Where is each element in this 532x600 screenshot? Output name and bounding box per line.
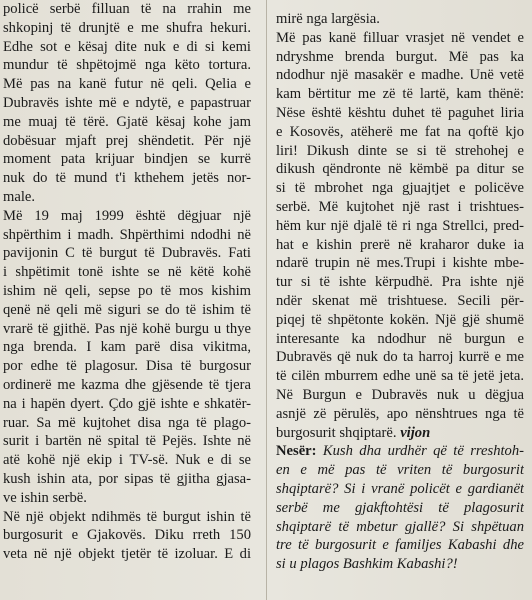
text-line: hëm kur një djalë të ri nga Strellci, pred- <box>276 217 524 234</box>
teaser-label: Nesër: <box>276 443 317 460</box>
text-line: kush ishin ata, por sipas të gjitha gjasa- <box>3 470 251 487</box>
text-line: shqiptarë? Si i vranë policët e gardianët <box>276 480 524 497</box>
text-line: serbë. Më kujtohet një rast i trishtues- <box>276 198 524 215</box>
teaser-first-line <box>276 442 524 461</box>
text-line: liri! Dikush dinte se si të strehohej e <box>276 142 524 159</box>
text-line: atë kohë një ekip i TV-së. Nuk e di se <box>3 452 251 469</box>
text-line: asnjë zë përulës, apo nënshtrues nga të <box>276 405 524 422</box>
right-column <box>276 0 524 600</box>
text-line: en e më pas të vriten të burgosurit <box>276 462 524 479</box>
text-line: të cilën mburrem edhe unë sa të jetë jeta. <box>276 368 524 385</box>
text-line: piqej të shpëtonte kokën. Një gjë shumë <box>276 311 524 328</box>
cut-off-line <box>276 0 524 1</box>
text-line: si të mbrohet nga gjuajtjet e policëve <box>276 180 524 197</box>
left-column <box>3 0 251 600</box>
text-line: ndodhur një masakër e madhe. Unë vetë <box>276 67 524 84</box>
closing-text: burgosurit shqiptarë. <box>276 424 397 441</box>
text-line: Dubravës që nuk do ta harroj kurrë e me <box>276 349 524 366</box>
text-line: ndryshme brenda burgut. Më pas ka <box>276 48 524 65</box>
text-line: na i hapën dyert. Çdo gjë ishte e shkatër- <box>3 395 251 412</box>
text-line: Më pas na kanë futur në qeli. Qelia e <box>3 76 251 93</box>
text-line: male. <box>3 188 36 205</box>
text-line: shqiptarë të mbetur gjallë? Si shpëtuan <box>276 518 524 535</box>
text-line: serbë me gjakftohtësi të plagosurit <box>276 499 524 516</box>
text-line: shkopinj të drunjtë e me shufra hekuri. <box>3 19 251 36</box>
text-line: dobësuar mjaft prej shëndetit. Për një <box>3 132 251 149</box>
text-line: policë serbë filluan të na rrahin me <box>3 1 251 17</box>
text-line: moment pata krijuar bindjen se kurrë <box>3 151 251 168</box>
text-line: surit i bartën në spital të Pejës. Ishte në <box>3 433 251 450</box>
continuation-signature: vijon <box>400 424 431 441</box>
text-line: interesante ka ndodhur në burgun e <box>276 330 524 347</box>
text-line: Nëse është kështu duhet të paguhet liria <box>276 104 524 121</box>
text-line: Më 19 maj 1999 është dëgjuar një <box>3 207 251 224</box>
text-line: Edhe sot e kësaj dite nuk e di si kemi <box>3 38 251 55</box>
text-line: burgosurit e Gjakovës. Diku rreth 150 <box>3 527 251 544</box>
text-line: me muaj të tërë. Gjatë kësaj kohe jam <box>3 113 251 130</box>
text-line: e Kosovës, atëherë me fat na qoftë kjo <box>276 123 524 140</box>
text-line: ishim në qeli, sepse po të mos kishim <box>3 282 251 299</box>
text-line: qenë në qeli më siguri se do të ishim të <box>3 301 251 318</box>
text-line: Në Burgun e Dubravës nuk u dëgjua <box>276 386 524 403</box>
text-line: ndarë trupin në mes.Trupi i kishte mbe- <box>276 255 524 272</box>
text-line: kam bërtitur me zë të lartë, kam thënë: <box>276 86 524 103</box>
text-line: Në një objekt ndihmës të burgut ishin të <box>3 508 251 525</box>
text-line: si u plagos Bashkim Kabashi?! <box>276 556 458 573</box>
text-line: nga brenda. I kam parë disa vikitma, <box>3 339 251 356</box>
teaser-first-text: Kush dha urdhër që të rreshtoh- <box>316 443 524 460</box>
text-line: i shpëtimit tonë ishte se në këtë kohë <box>3 264 251 281</box>
text-line: nuk do të mund t'i kthehem jetës nor- <box>3 170 251 187</box>
text-line: por edhe të plagosur. Disa të burgosur <box>3 358 251 375</box>
text-line: tre të burgosurit e familjes Kabashi dhe <box>276 537 524 554</box>
text-line: vrarë të gjithë. Pas një kohë burgu u thye <box>3 320 251 337</box>
text-line: ruar. Sa më kujtohet disa nga të plago- <box>3 414 251 431</box>
text-line: ndër skenat më trishtuese. Secili për- <box>276 292 524 309</box>
cut-off-text <box>276 0 524 1</box>
text-line: Më pas kanë filluar vrasjet në vendet e <box>276 29 524 46</box>
text-line: mundur të shpëtojmë nga këto tortura. <box>3 57 251 74</box>
text-line: veta në një objekt tjetër të izoluar. E di <box>3 546 251 563</box>
text-line: Dubravës ishte më e ndytë, e papastruar <box>3 94 251 111</box>
text-line: mirë nga largësia. <box>276 11 380 27</box>
text-line: pavijonin C të burgut të Dubravës. Fati <box>3 245 251 262</box>
text-line: ve ishin serbë. <box>3 489 87 506</box>
text-line: tur si të ishte kërpudhë. Pra ishte një <box>276 274 524 291</box>
text-line: shpërthim i madh. Shpërthimi ndodhi në <box>3 226 251 243</box>
column-divider <box>266 0 267 600</box>
closing-line <box>276 424 524 443</box>
text-line: hat e kishin prerë në kraharor duke ia <box>276 236 524 253</box>
text-line: dikush qëndronte në këmbë pa ditur se <box>276 161 524 178</box>
text-line: ordinerë me kazma dhe gjësende të tjera <box>3 376 251 393</box>
